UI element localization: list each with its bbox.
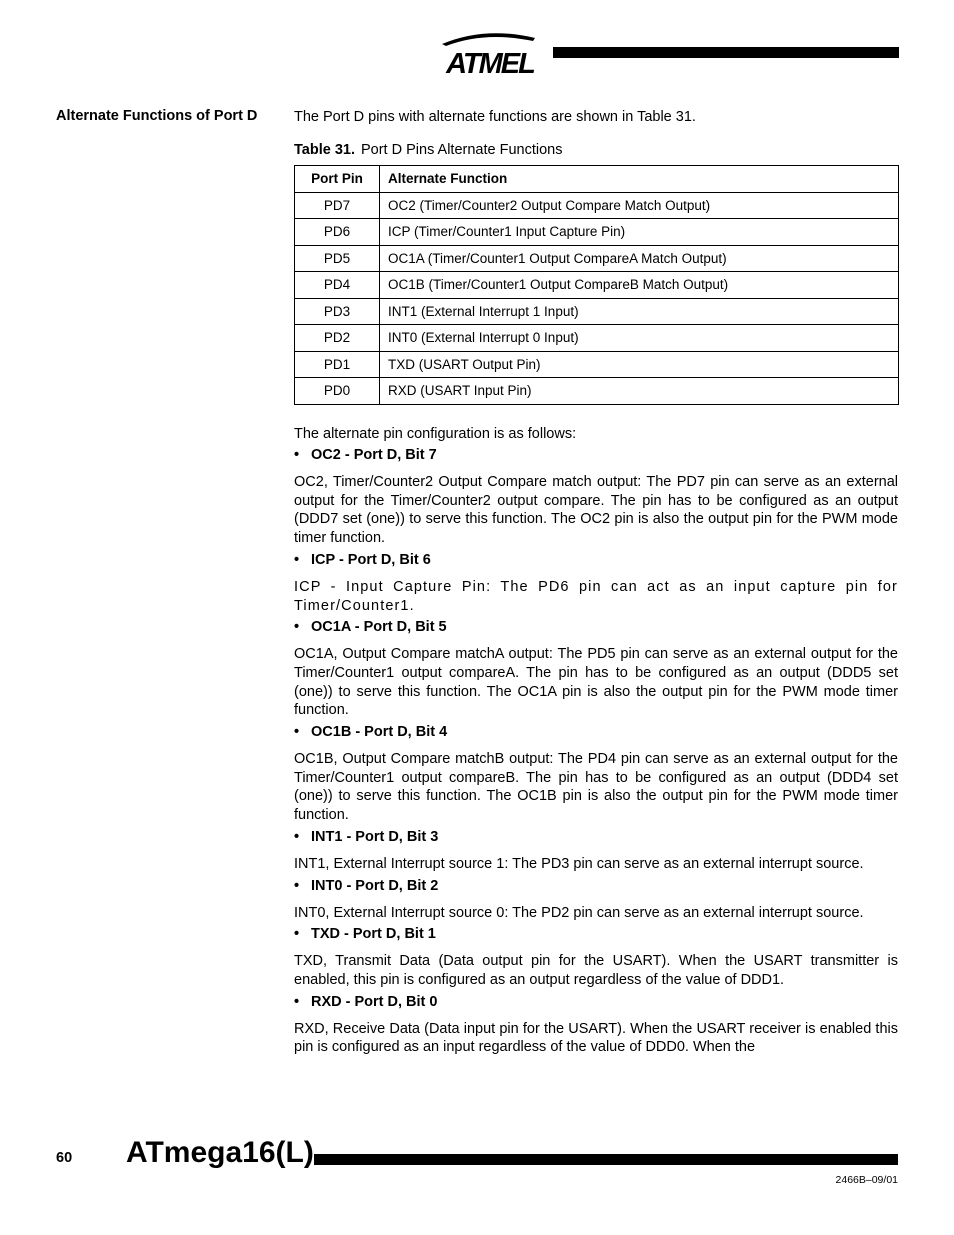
table-header-row	[295, 166, 899, 193]
footer-rule	[314, 1154, 898, 1165]
bullet-text: ICP - Input Capture Pin: The PD6 pin can act as an input capture pin for Timer/Counter1.	[294, 578, 898, 614]
section-intro: The Port D pins with alternate functions are shown in Table 31.	[294, 109, 696, 125]
table-row	[295, 192, 899, 219]
pin-cell: PD0	[295, 378, 380, 405]
bullet-title: INT1 - Port D, Bit 3	[311, 828, 439, 845]
section-heading: Alternate Functions of Port D	[56, 108, 258, 124]
function-cell: RXD (USART Input Pin)	[380, 378, 899, 405]
function-cell: INT1 (External Interrupt 1 Input)	[380, 298, 899, 325]
pin-cell: PD5	[295, 245, 380, 272]
function-cell: TXD (USART Output Pin)	[380, 351, 899, 378]
bullet-dot: •	[294, 619, 300, 636]
bullet-text: OC1B, Output Compare matchB output: The PD4 pin can serve as an external output for the Timer/Counter1 output compareB. The pin has to be configured as an output (DDD4 set (one)) to serve this function. The OC1B pin is also the output pin for the PWM mode timer function.	[294, 751, 898, 824]
table-caption	[294, 141, 898, 159]
bullet-title: OC1B - Port D, Bit 4	[311, 724, 448, 741]
pin-cell: PD7	[295, 192, 380, 219]
table-row	[295, 245, 899, 272]
bullet-dot: •	[294, 551, 300, 568]
port-d-table	[294, 165, 899, 405]
bullet-title: OC2 - Port D, Bit 7	[311, 447, 437, 463]
atmel-logo	[440, 28, 540, 78]
pin-cell: PD3	[295, 298, 380, 325]
bullet-dot: •	[294, 877, 300, 894]
bullet-text: TXD, Transmit Data (Data output pin for the USART). When the USART transmitter is enabled, this pin is configured as an output regardless of the value of DDD1.	[294, 953, 898, 988]
table-caption-number: Table 31.	[294, 142, 355, 158]
function-cell: ICP (Timer/Counter1 Input Capture Pin)	[380, 219, 899, 246]
bullet-dot: •	[294, 724, 300, 741]
table-row	[295, 272, 899, 299]
bullet-oc1a	[294, 618, 898, 636]
svg-text:ATMEL: ATMEL	[446, 48, 534, 78]
bullet-dot: •	[294, 447, 300, 463]
bullet-icp	[294, 551, 898, 569]
bullet-oc2	[294, 446, 898, 464]
function-cell: INT0 (External Interrupt 0 Input)	[380, 325, 899, 352]
page-number: 60	[56, 1150, 73, 1166]
bullet-oc1b	[294, 723, 898, 741]
pin-cell: PD4	[295, 272, 380, 299]
bullet-int0	[294, 877, 898, 895]
bullet-text: OC1A, Output Compare matchA output: The PD5 pin can serve as an external output for the Timer/Counter1 output compareA. The pin has to be configured as an output (DDD5 set (one)) to serve this function. The OC1A pin is also the output pin for the PWM mode timer function.	[294, 646, 898, 719]
bullet-title: RXD - Port D, Bit 0	[311, 993, 438, 1010]
bullet-title: TXD - Port D, Bit 1	[311, 926, 436, 943]
document-code: 2466B–09/01	[835, 1174, 898, 1186]
main-content	[294, 108, 898, 1057]
pin-cell: PD1	[295, 351, 380, 378]
bullet-title: INT0 - Port D, Bit 2	[311, 877, 439, 894]
pin-cell: PD2	[295, 325, 380, 352]
function-cell: OC1B (Timer/Counter1 Output CompareB Match Output)	[380, 272, 899, 299]
bullet-text: RXD, Receive Data (Data input pin for the USART). When the USART receiver is enabled this pin is configured as an input regardless of the value of DDD0. When the	[294, 1020, 898, 1056]
column-header-alternate-function: Alternate Function	[380, 166, 899, 193]
table-caption-title: Port D Pins Alternate Functions	[360, 142, 563, 158]
function-cell: OC1A (Timer/Counter1 Output CompareA Match Output)	[380, 245, 899, 272]
bullet-dot: •	[294, 993, 300, 1010]
bullet-txd	[294, 925, 898, 943]
bullet-text: OC2, Timer/Counter2 Output Compare match output: The PD7 pin can serve as an external output for the Timer/Counter2 output compare. The pin has to be configured as an output (DDD7 set (one)) to serve this function. The OC2 pin is also the output pin for the PWM mode timer function.	[294, 474, 898, 547]
bullet-dot: •	[294, 828, 300, 845]
document-title: ATmega16(L)	[126, 1136, 314, 1169]
table-row	[295, 219, 899, 246]
function-cell: OC2 (Timer/Counter2 Output Compare Match Output)	[380, 192, 899, 219]
header-rule	[553, 47, 899, 58]
bullet-text: INT0, External Interrupt source 0: The PD2 pin can serve as an external interrupt source.	[294, 904, 864, 921]
table-row	[295, 351, 899, 378]
bullet-title: ICP - Port D, Bit 6	[311, 551, 431, 568]
bullet-int1	[294, 828, 898, 846]
column-header-port-pin: Port Pin	[295, 166, 380, 193]
bullet-dot: •	[294, 926, 300, 943]
bullet-text: INT1, External Interrupt source 1: The PD3 pin can serve as an external interrupt source.	[294, 855, 864, 872]
table-row	[295, 325, 899, 352]
config-intro: The alternate pin configuration is as follows:	[294, 425, 577, 442]
bullet-rxd	[294, 993, 898, 1011]
pin-cell: PD6	[295, 219, 380, 246]
bullet-title: OC1A - Port D, Bit 5	[311, 619, 447, 636]
table-row	[295, 298, 899, 325]
table-row	[295, 378, 899, 405]
